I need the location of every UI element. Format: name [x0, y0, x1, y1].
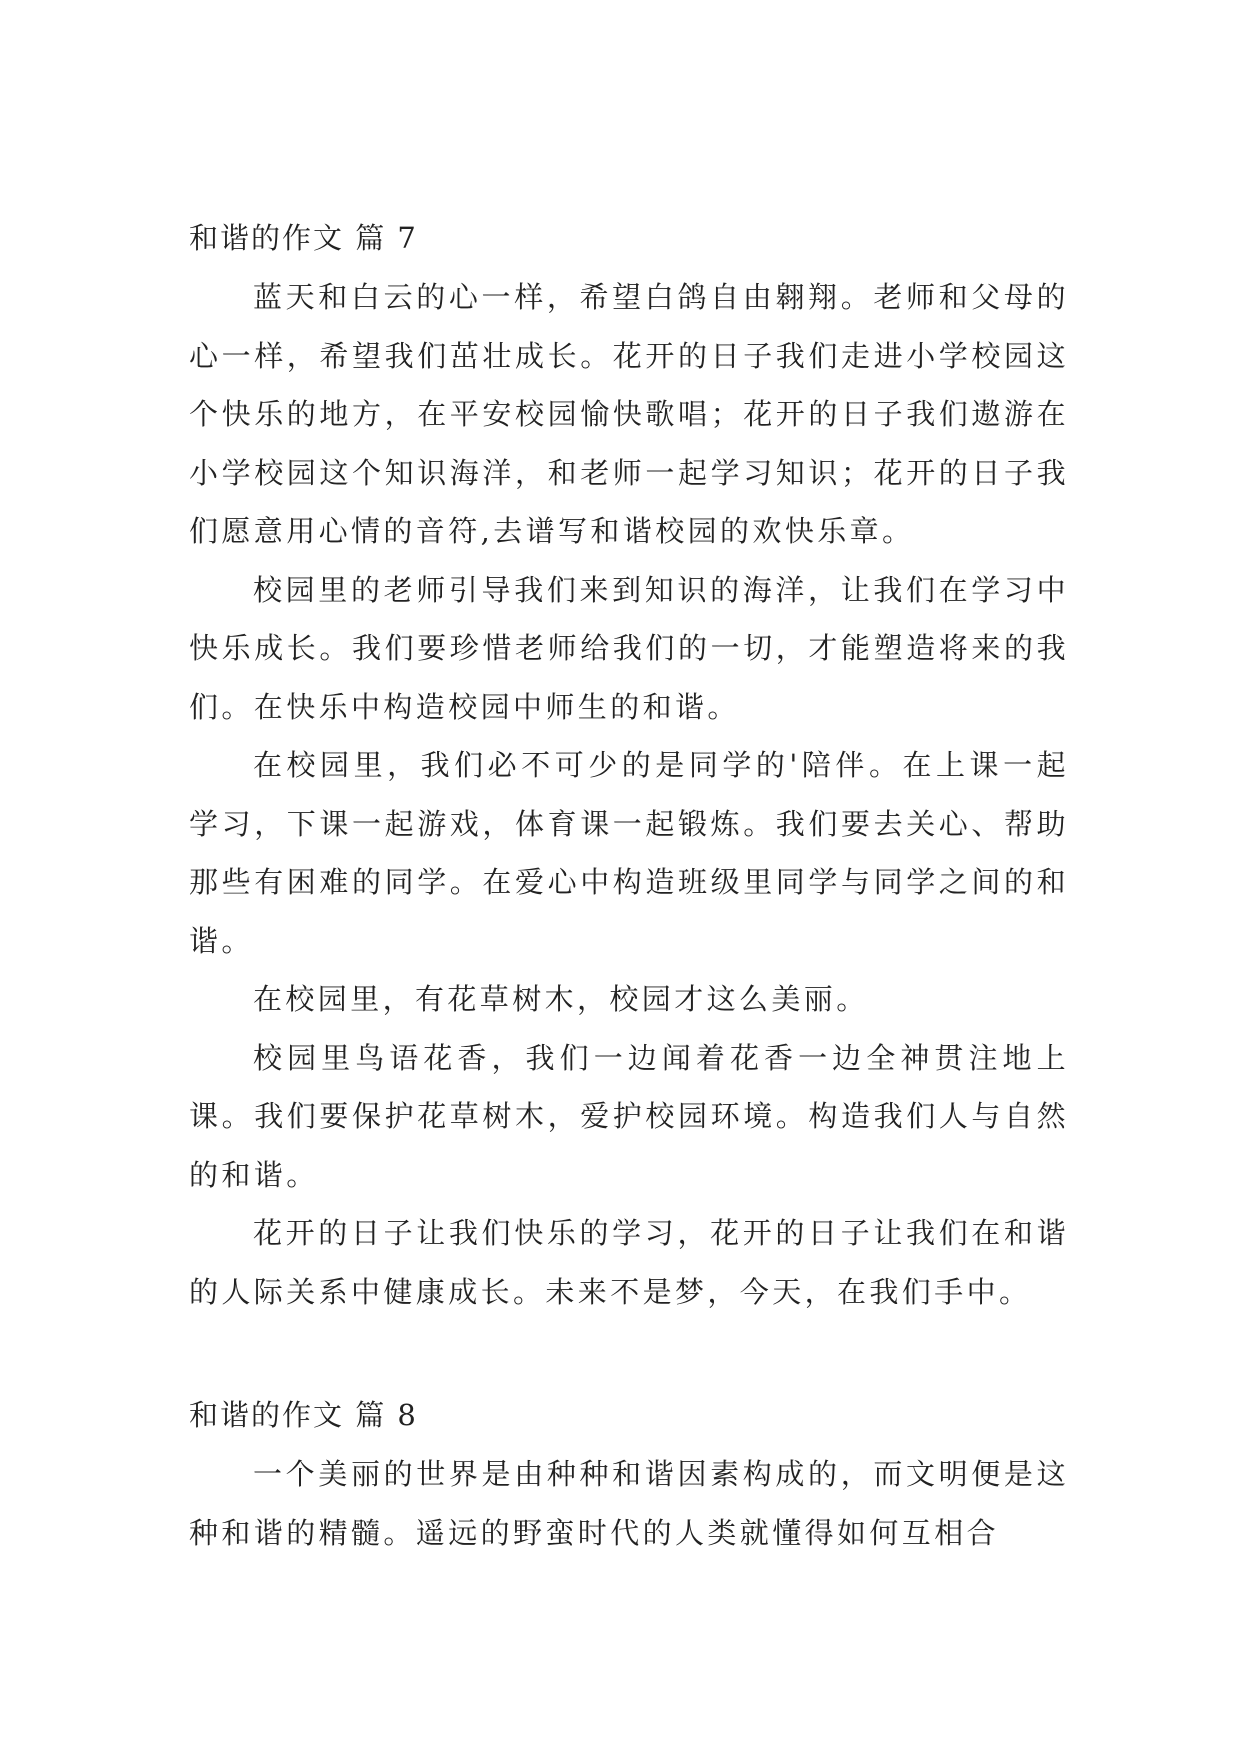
paragraph: 校园里的老师引导我们来到知识的海洋，让我们在学习中快乐成长。我们要珍惜老师给我们的一切，才能塑造将来的我们。在快乐中构造校园中师生的和谐。: [189, 572, 1069, 724]
document-body: [189, 218, 1069, 1562]
paragraph: 蓝天和白云的心一样，希望白鸽自由翱翔。老师和父母的心一样，希望我们茁壮成长。花开的日子我们走进小学校园这个快乐的地方，在平安校园愉快歌唱；花开的日子我们遨游在小学校园这个知识海洋，和老师一起学习知识；花开的日子我们愿意用心情的音符,去谱写和谐校园的欢快乐章。: [189, 280, 1069, 548]
section-title: 和谐的作文 篇 7: [189, 221, 418, 255]
paragraph: 校园里鸟语花香，我们一边闻着花香一边全神贯注地上课。我们要保护花草树木，爱护校园环境。构造我们人与自然的和谐。: [189, 1040, 1069, 1192]
paragraph: 在校园里，我们必不可少的是同学的'陪伴。在上课一起学习，下课一起游戏，体育课一起锻炼。我们要去关心、帮助那些有困难的同学。在爱心中构造班级里同学与同学之间的和谐。: [189, 748, 1069, 958]
paragraph: 在校园里，有花草树木，校园才这么美丽。: [253, 982, 869, 1016]
paragraph: 花开的日子让我们快乐的学习，花开的日子让我们在和谐的人际关系中健康成长。未来不是梦，今天，在我们手中。: [189, 1216, 1069, 1309]
essay-section-8: [189, 1395, 1069, 1562]
paragraph: 一个美丽的世界是由种种和谐因素构成的，而文明便是这种和谐的精髓。遥远的野蛮时代的人类就懂得如何互相合: [189, 1457, 1069, 1550]
essay-section-7: [189, 218, 1069, 1321]
section-title: 和谐的作文 篇 8: [189, 1398, 418, 1432]
